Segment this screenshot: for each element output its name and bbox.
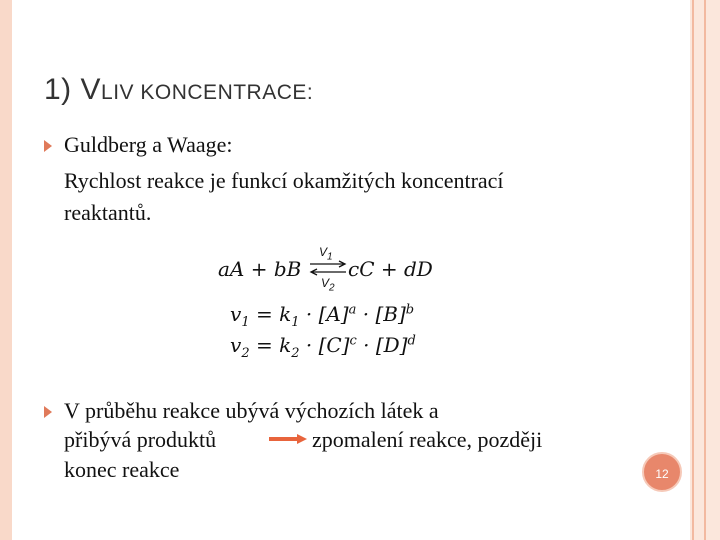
- title-rest: LIV KONCENTRACE:: [101, 81, 314, 104]
- page-number-badge: 12: [642, 452, 682, 492]
- bullet-icon: [44, 140, 52, 152]
- slide-title: [44, 74, 313, 109]
- left-frame-border: [0, 0, 12, 540]
- bullet1-line2: reaktantů.: [64, 200, 152, 225]
- frame-line: [704, 0, 706, 540]
- bullet-icon: [44, 406, 52, 418]
- reaction-right: cC + dD: [348, 257, 433, 281]
- frame-line: [692, 0, 694, 540]
- rate-law-1: $v_1 = k_1 \cdot [A]^a \cdot [B]^b$: [230, 302, 415, 330]
- equilibrium-arrows-icon: [308, 260, 348, 276]
- rate-law-2: $v_2 = k_2 \cdot [C]^c \cdot [D]^d$: [230, 333, 416, 361]
- reaction-left: aA + bB: [218, 257, 302, 281]
- bullet2-line2a: přibývá produktů: [64, 427, 217, 452]
- bullet2-line1: V průběhu reakce ubývá výchozích látek a: [64, 398, 439, 423]
- bullet1-line1: Rychlost reakce je funkcí okamžitých koncentrací: [64, 168, 504, 193]
- bullet1-heading: Guldberg a Waage:: [64, 132, 233, 157]
- bullet2-line2b: zpomalení reakce, později: [312, 427, 543, 452]
- forward-rate-label: $V_1$: [319, 245, 333, 263]
- title-prefix: 1) V: [44, 73, 102, 106]
- right-arrow-icon: [269, 434, 307, 444]
- right-frame-border: [690, 0, 720, 540]
- reverse-rate-label: $V_2$: [321, 276, 335, 294]
- bullet2-line3: konec reakce: [64, 457, 180, 482]
